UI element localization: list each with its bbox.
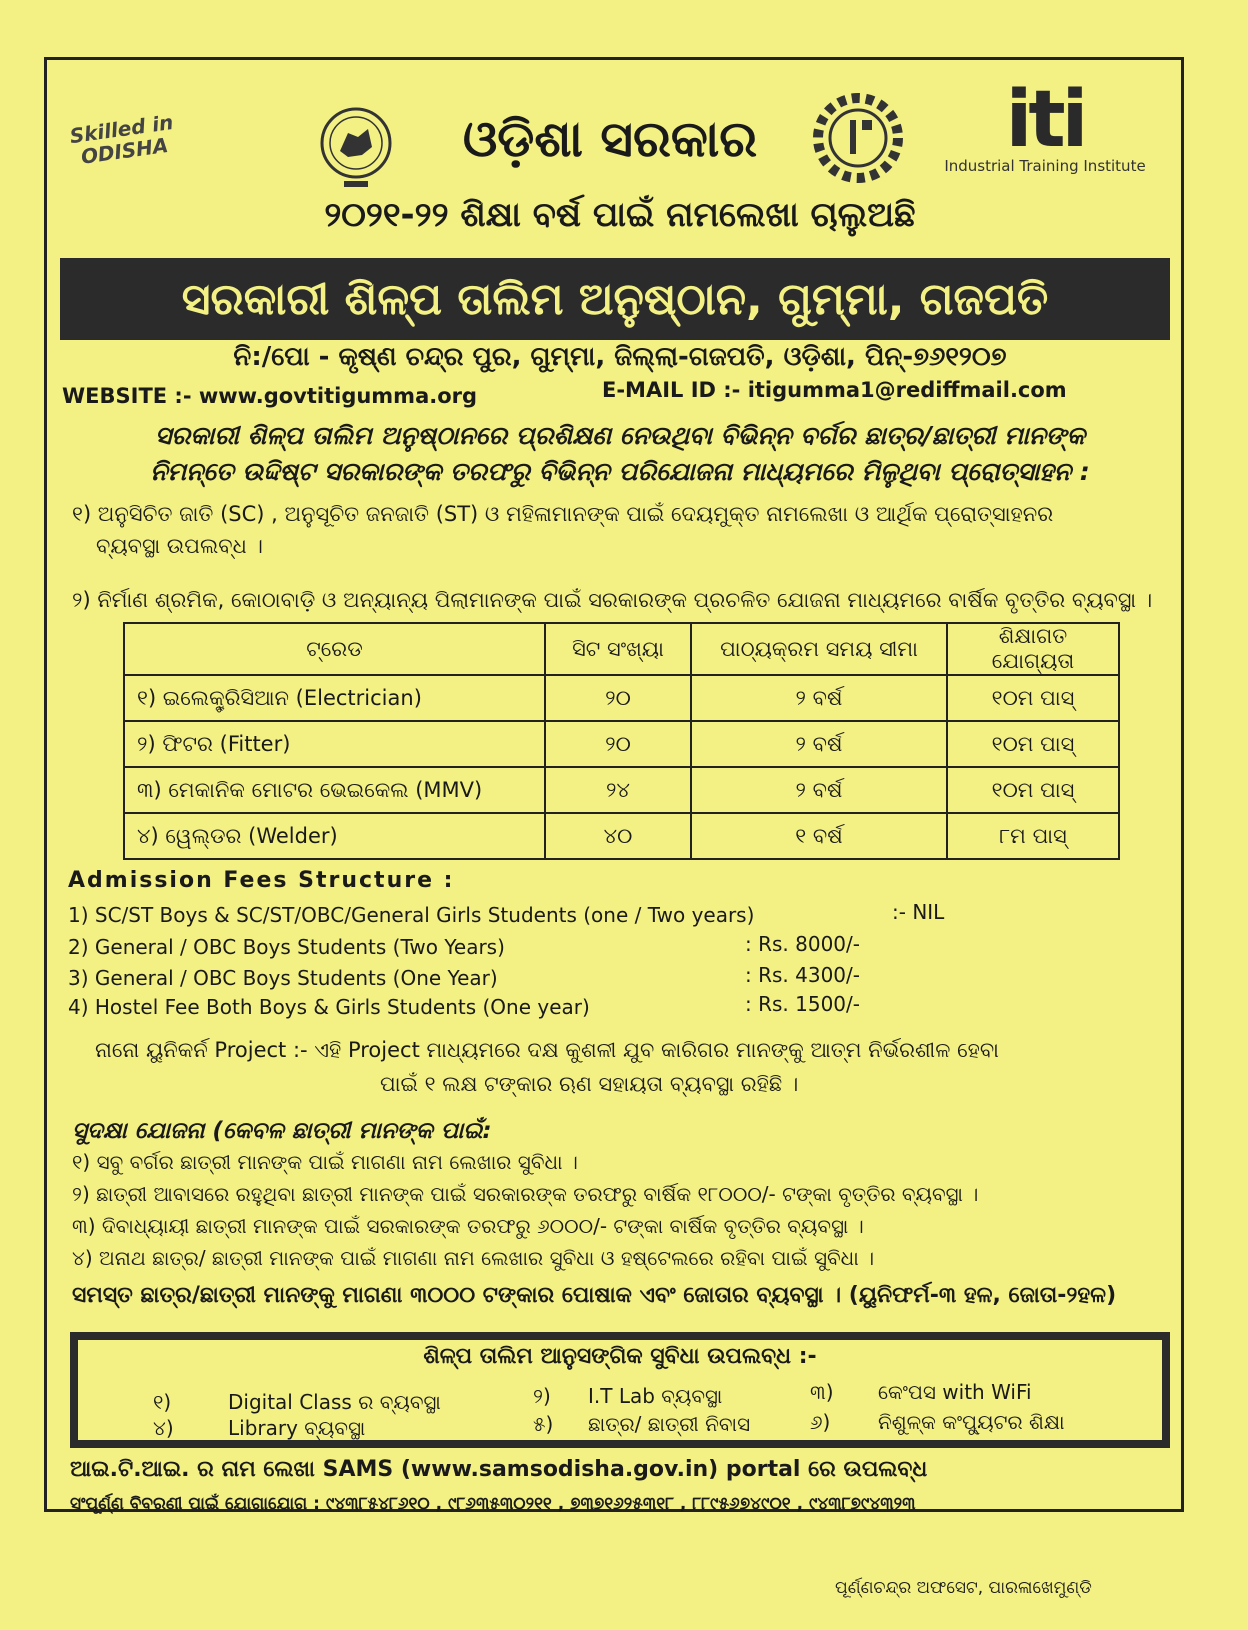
point-1-line-a: ୧) ଅନୁସିଚିତ ଜାତି (SC) , ଅନୁସୂଚିତ ଜନଜାତି (ST) ଓ ମହିଳାମାନଙ୍କ ପାଇଁ ଦେୟମୁକ୍ତ ନାମଲେଖା ଓ ଆର୍ଥିକ ପ୍ରୋତ୍ସାହନର (72, 502, 1054, 526)
gear-emblem-icon (810, 90, 906, 186)
trade-name: ୧) ଇଲେକ୍ଟ୍ରିସିଆନ (Electrician) (124, 675, 545, 721)
intro-line-1: ସରକାରୀ ଶିଳ୍ପ ତାଲିମ ଅନୁଷ୍ଠାନରେ ପ୍ରଶିକ୍ଷଣ ନେଉଥିବା ବିଭିନ୍ନ ବର୍ଗର ଛାତ୍ର/ଛାତ୍ରୀ ମାନଙ୍କ (154, 421, 1086, 450)
facility-num-6: ୬) (810, 1410, 831, 1434)
trade-duration: ୨ ବର୍ଷ (691, 721, 947, 767)
trade-seats: ୪୦ (545, 813, 691, 859)
email-link[interactable]: E-MAIL ID :- itigumma1@rediffmail.com (602, 378, 1067, 402)
col-trade: ଟ୍ରେଡ (124, 623, 545, 675)
trade-duration: ୨ ବର୍ଷ (691, 767, 947, 813)
point-1 (72, 498, 1172, 562)
trade-name: ୨) ଫିଟର (Fitter) (124, 721, 545, 767)
sams-portal-note: ଆଇ.ଟି.ଆଇ. ର ନାମ ଲେଖା SAMS (www.samsodisha.gov.in) portal ରେ ଉପଲବ୍ଧ (70, 1457, 928, 1482)
trade-table-header (124, 623, 1119, 675)
incentive-intro (70, 418, 1170, 490)
iti-logo (930, 75, 1160, 175)
sudakhya-heading: ସୁଦକ୍ଷା ଯୋଜନା (କେବଳ ଛାତ୍ରୀ ମାନଙ୍କ ପାଇଁ: (72, 1118, 492, 1144)
fee-value-2: : Rs. 8000/- (745, 932, 860, 956)
fee-item-2: 2) General / OBC Boys Students (Two Years) (68, 935, 505, 959)
facility-item-2: I.T Lab ବ୍ୟବସ୍ଥା (588, 1384, 723, 1408)
table-row (124, 813, 1119, 859)
institute-banner: ସରକାରୀ ଶିଳ୍ପ ତାଲିମ ଅନୁଷ୍ଠାନ, ଗୁମ୍ମା, ଗଜପତି (60, 258, 1170, 340)
odisha-emblem-icon (318, 103, 394, 191)
facilities-box (70, 1332, 1170, 1448)
fee-value-4: : Rs. 1500/- (745, 992, 860, 1016)
sudakhya-item-3: ୩) ଦିବାଧ୍ୟାୟୀ ଛାତ୍ରୀ ମାନଙ୍କ ପାଇଁ ସରକାରଙ୍କ ତରଫରୁ ୬୦୦୦/- ଟଙ୍କା ବାର୍ଷିକ ବୃତ୍ତିର ବ୍ୟବସ୍ଥା । (72, 1214, 864, 1238)
printer-credit: ପୂର୍ଣ୍ଣଚନ୍ଦ୍ର ଅଫସେଟ, ପାରଳାଖେମୁଣ୍ଡି (835, 1578, 1092, 1598)
trade-name: ୩) ମେକାନିକ ମୋଟର ଭେଇକେଲ (MMV) (124, 767, 545, 813)
facility-num-3: ୩) (810, 1380, 834, 1404)
table-row (124, 767, 1119, 813)
facility-item-5: ଛାତ୍ର/ ଛାତ୍ରୀ ନିବାସ (588, 1412, 751, 1436)
government-title: ଓଡ଼ିଶା ସରକାର (462, 110, 758, 168)
iti-full-name: Industrial Training Institute (944, 157, 1146, 175)
iti-mark: iti (1005, 75, 1085, 165)
facility-item-3: କେଂପସ with WiFi (878, 1380, 1032, 1404)
trade-table (123, 622, 1120, 860)
trade-seats: ୨୪ (545, 767, 691, 813)
sudakhya-item-4: ୪) ଅନାଥ ଛାତ୍ର/ ଛାତ୍ରୀ ମାନଙ୍କ ପାଇଁ ମାଗଣା ନାମ ଲେଖାର ସୁବିଧା ଓ ହଷ୍ଟେଲରେ ରହିବା ପାଇଁ ସୁବିଧା । (72, 1246, 875, 1270)
facility-num-1: ୧) (153, 1390, 172, 1414)
facility-item-6: ନିଶୁଳ୍କ କଂପ୍ୟୁଟର ଶିକ୍ଷା (878, 1410, 1065, 1434)
address-line: ନି:/ପୋ - କୃଷ୍ଣ ଚନ୍ଦ୍ର ପୁର, ଗୁମ୍ମା, ଜିଲ୍ଲା-ଗଜପତି, ଓଡ଼ିଶା, ପିନ୍-୭୬୧୨୦୭ (233, 342, 1007, 372)
facility-num-2: ୨) (533, 1384, 551, 1408)
facility-item-4: Library ବ୍ୟବସ୍ଥା (228, 1416, 366, 1440)
trade-name: ୪) ୱେଲ୍ଡର (Welder) (124, 813, 545, 859)
fees-heading: Admission Fees Structure : (68, 868, 455, 893)
trade-qualification: ୧୦ମ ପାସ୍ (947, 721, 1119, 767)
point-1-line-b: ବ୍ୟବସ୍ଥା ଉପଲବ୍ଧ । (96, 534, 263, 558)
trade-duration: ୨ ବର୍ଷ (691, 675, 947, 721)
facility-num-5: ୫) (533, 1412, 554, 1436)
sudakhya-item-1: ୧) ସବୁ ବର୍ଗର ଛାତ୍ରୀ ମାନଙ୍କ ପାଇଁ ମାଗଣା ନାମ ଲେଖାର ସୁବିଧା । (72, 1150, 578, 1174)
trade-qualification: ୧୦ମ ପାସ୍ (947, 767, 1119, 813)
trade-seats: ୨୦ (545, 721, 691, 767)
facility-num-4: ୪) (153, 1416, 174, 1440)
admission-year-heading: ୨୦୨୧-୨୨ ଶିକ୍ଷା ବର୍ଷ ପାଇଁ ନାମଲେଖା ଚାଲୁଅଛି (324, 195, 916, 235)
facilities-heading: ଶିଳ୍ପ ତାଲିମ ଆନୁସଙ୍ଗିକ ସୁବିଧା ଉପଲବ୍ଧ :- (423, 1344, 817, 1369)
nano-line-2: ପାଇଁ ୧ ଲକ୍ଷ ଟଙ୍କାର ଋଣ ସହାୟତା ବ୍ୟବସ୍ଥା ରହିଛି । (380, 1072, 799, 1096)
nano-line-1: ନାନୋ ୟୁନିକର୍ନ Project :- ଏହି Project ମାଧ୍ୟମରେ ଦକ୍ଷ କୁଶଳୀ ଯୁବ କାରିଗର ମାନଙ୍କୁ ଆତ୍ମ ନିର୍ଭରଶୀଳ ହେବା (95, 1038, 999, 1062)
facility-item-1: Digital Class ର ବ୍ୟବସ୍ଥା (228, 1390, 441, 1414)
website-link[interactable]: WEBSITE :- www.govtitigumma.org (62, 384, 478, 408)
table-row (124, 721, 1119, 767)
fee-item-4: 4) Hostel Fee Both Boys & Girls Students (One year) (68, 995, 590, 1019)
skilled-in-odisha-logo: Skilled in ODISHA (68, 109, 175, 169)
trade-qualification: ୮ମ ପାସ୍ (947, 813, 1119, 859)
fee-value-3: : Rs. 4300/- (745, 963, 860, 987)
col-seats: ସିଟ ସଂଖ୍ୟା (545, 623, 691, 675)
table-row (124, 675, 1119, 721)
trade-qualification: ୧୦ମ ପାସ୍ (947, 675, 1119, 721)
intro-line-2: ନିମନ୍ତେ ଉଦ୍ଦିଷ୍ଟ ସରକାରଙ୍କ ତରଫରୁ ବିଭିନ୍ନ ପରିଯୋଜନା ମାଧ୍ୟମରେ ମିଳୁଥିବା ପ୍ରୋତ୍ସାହନ : (150, 457, 1090, 486)
contact-numbers: ସଂପୂର୍ଣ୍ଣ ବିବରଣୀ ପାଇଁ ଯୋଗାଯୋଗ : ୯୪୩୮୫୪୮୬୧୦ , ୯୮୬୩୫୩୦୨୧୧ , ୭୩୭୧୬୨୫୩୧୮ , ୮୮୯୫୬୭୪୯୦୧ , ୯୪୩୮୭୯୪୩୨୩ (70, 1494, 916, 1514)
sudakhya-item-2: ୨) ଛାତ୍ରୀ ଆବାସରେ ରହୁଥିବା ଛାତ୍ରୀ ମାନଙ୍କ ପାଇଁ ସରକାରଙ୍କ ତରଫରୁ ବାର୍ଷିକ ୧୮୦୦୦/- ଟଙ୍କା ବୃତ୍ତିର ବ୍ୟବସ୍ଥା । (72, 1182, 979, 1206)
fee-item-3: 3) General / OBC Boys Students (One Year) (68, 966, 498, 990)
col-qualification: ଶିକ୍ଷାଗତ ଯୋଗ୍ୟତା (947, 623, 1119, 675)
uniform-note: ସମସ୍ତ ଛାତ୍ର/ଛାତ୍ରୀ ମାନଙ୍କୁ ମାଗଣା ୩୦୦୦ ଟଙ୍କାର ପୋଷାକ ଏବଂ ଜୋତାର ବ୍ୟବସ୍ଥା । (ୟୁନିଫର୍ମ-୩ ହଳ, ଜୋତା-୨ହଳ) (72, 1283, 1117, 1308)
point-2: ୨) ନିର୍ମାଣ ଶ୍ରମିକ, କୋଠାବାଡ଼ି ଓ ଅନ୍ୟାନ୍ୟ ପିଲାମାନଙ୍କ ପାଇଁ ସରକାରଙ୍କ ପ୍ରଚଳିତ ଯୋଜନା ମାଧ୍ୟମରେ ବାର୍ଷିକ ବୃତ୍ତିର ବ୍ୟବସ୍ଥା । (72, 588, 1153, 612)
fee-value-1: :- NIL (892, 900, 945, 924)
col-duration: ପାଠ୍ୟକ୍ରମ ସମୟ ସୀମା (691, 623, 947, 675)
trade-seats: ୨୦ (545, 675, 691, 721)
fee-item-1: 1) SC/ST Boys & SC/ST/OBC/General Girls Students (one / Two years) (68, 903, 755, 927)
trade-duration: ୧ ବର୍ଷ (691, 813, 947, 859)
nano-unicorn-project (95, 1033, 1175, 1101)
